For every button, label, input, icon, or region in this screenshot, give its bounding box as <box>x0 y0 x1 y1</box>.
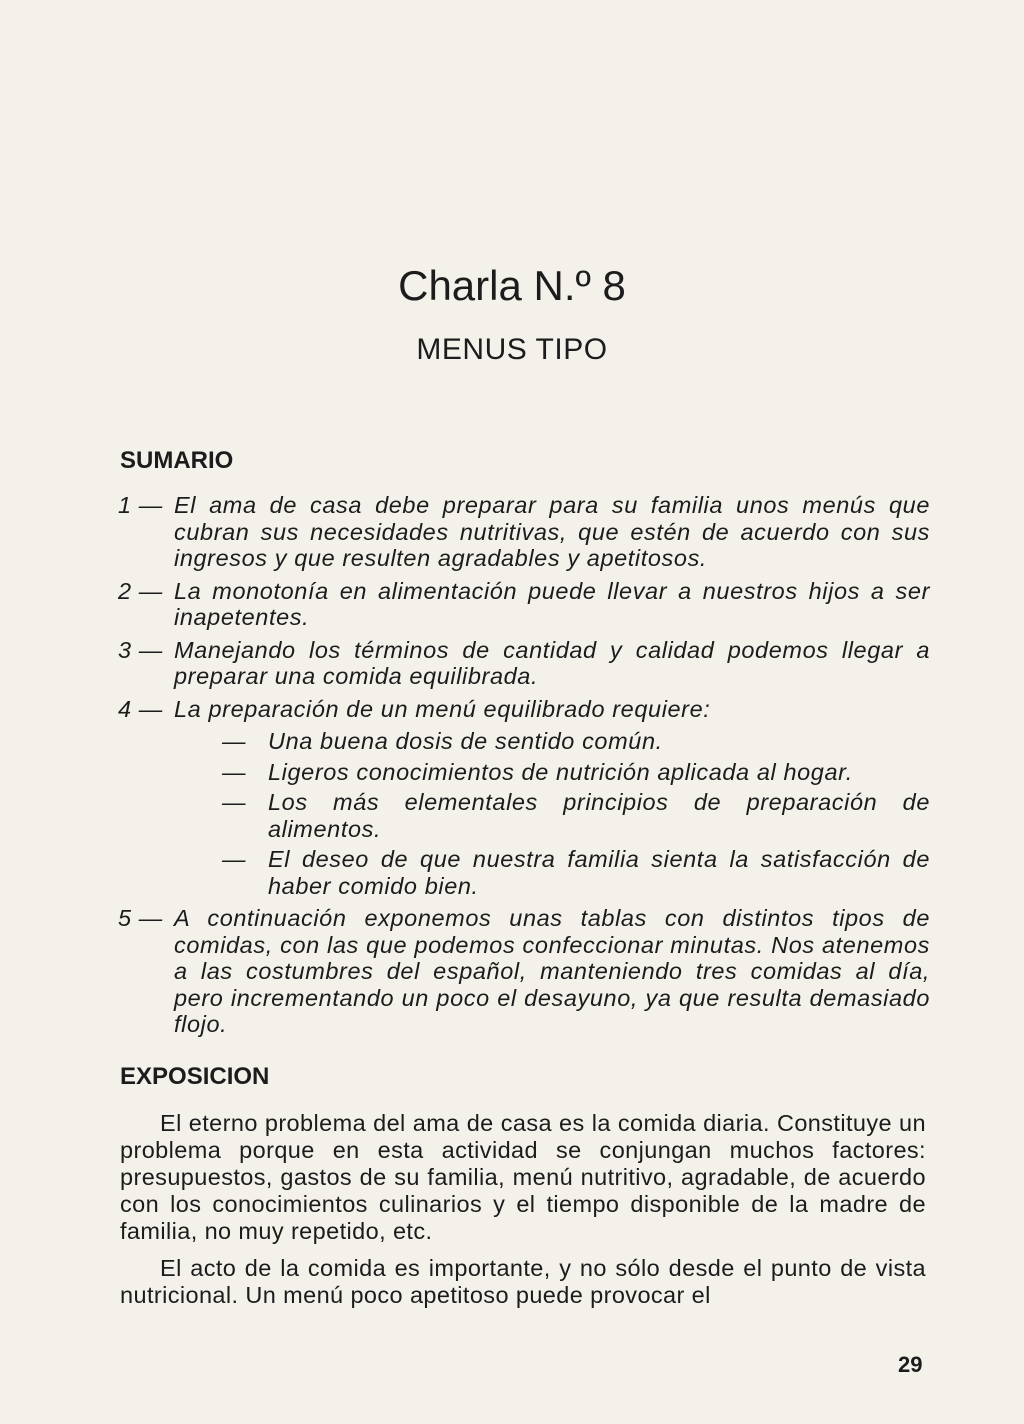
page-number: 29 <box>898 1352 923 1377</box>
item-text: La preparación de un menú equilibrado requiere: <box>174 695 711 722</box>
sumario-subitem <box>118 728 930 755</box>
sumario-item <box>118 492 930 572</box>
sumario-item <box>118 578 930 631</box>
page-subtitle: MENUS TIPO <box>416 333 608 366</box>
item-text: El ama de casa debe preparar para su familia unos menús que cubran sus necesidades nutritivas, que estén de acuerdo con sus ingresos y que resulten agradables y apetitosos. <box>174 492 930 571</box>
sumario-list <box>118 492 930 1044</box>
page-title: Charla N.º 8 <box>398 262 626 309</box>
sumario-item <box>118 696 930 723</box>
exposicion-body <box>120 1110 926 1319</box>
sumario-item <box>118 905 930 1038</box>
item-number: 4 — <box>118 695 163 722</box>
subitem-text: El deseo de que nuestra familia sienta la satisfacción de haber comido bien. <box>268 846 930 899</box>
subitem-text: Los más elementales principios de preparación de alimentos. <box>268 789 930 842</box>
subitem-dash: — <box>222 758 247 785</box>
section-heading-exposicion: EXPOSICION <box>120 1063 270 1090</box>
subitem-text: Una buena dosis de sentido común. <box>268 728 663 754</box>
subitem-text: Ligeros conocimientos de nutrición aplicada al hogar. <box>268 758 853 785</box>
item-number: 3 — <box>118 636 163 663</box>
paragraph: El eterno problema del ama de casa es la comida diaria. Constituye un problema porque en esta actividad se conjungan muchos factores: presupuestos, gastos de su familia, menú nutritivo, agradable, de acuerdo con los conocimientos culinarios y el tiempo disponible de la madre de familia, no muy repetido, etc. <box>120 1110 926 1244</box>
item-number: 2 — <box>118 577 163 604</box>
paragraph: El acto de la comida es importante, y no sólo desde el punto de vista nutricional. Un menú poco apetitoso puede provocar el <box>120 1255 926 1308</box>
subitem-dash: — <box>222 728 247 754</box>
item-number: 1 — <box>118 492 163 518</box>
item-text: Manejando los términos de cantidad y calidad podemos llegar a preparar una comida equilibrada. <box>174 636 930 689</box>
sumario-subitem <box>118 789 930 842</box>
sumario-subitem <box>118 846 930 899</box>
subitem-dash: — <box>222 789 247 815</box>
sumario-subitem <box>118 759 930 786</box>
item-text: La monotonía en alimentación puede llevar a nuestros hijos a ser inapetentes. <box>174 577 930 630</box>
item-text: A continuación exponemos unas tablas con distintos tipos de comidas, con las que podemos confeccionar minutas. Nos atenemos a las costumbres del español, manteniendo tres comidas al día, pero incrementando un poco el desayuno, ya que resulta demasiado flojo. <box>174 905 930 1037</box>
section-heading-sumario: SUMARIO <box>120 447 234 474</box>
subitem-dash: — <box>222 846 247 872</box>
sumario-item <box>118 637 930 690</box>
item-number: 5 — <box>118 905 163 931</box>
